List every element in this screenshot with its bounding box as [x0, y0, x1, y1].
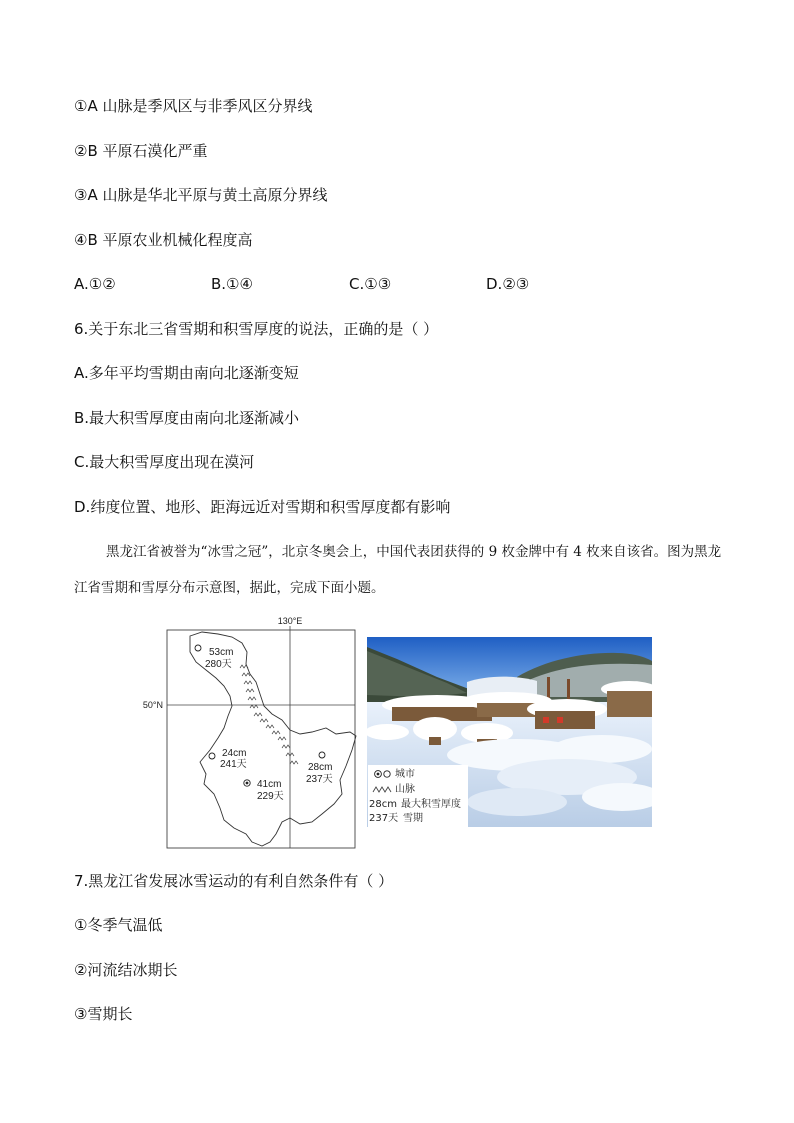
q7-stem: 7.黑龙江省发展冰雪运动的有利自然条件有（ ）	[74, 872, 394, 890]
city-marker-dot	[246, 782, 249, 785]
station-depth: 41cm	[257, 779, 282, 790]
legend-mountain-symbol-icon	[372, 784, 392, 798]
q6-option-c: C.最大积雪厚度出现在漠河	[74, 453, 255, 471]
map-legend	[368, 765, 468, 827]
q6-option-a: A.多年平均雪期由南向北逐渐变短	[74, 364, 299, 382]
station-depth: 28cm	[308, 762, 333, 773]
legend-mountain-label: 山脉	[395, 784, 415, 795]
q6-stem: 6.关于东北三省雪期和积雪厚度的说法，正确的是（ ）	[74, 320, 439, 338]
lon-label: 130°E	[277, 616, 303, 626]
legend-depth-sample: 28cm	[369, 799, 397, 810]
city-marker	[209, 753, 215, 759]
q6-option-d: D.纬度位置、地形、距海远近对雪期和积雪厚度都有影响	[74, 498, 451, 516]
q5-option-b: B.①④	[211, 275, 253, 293]
q7-statement-1: ①冬季气温低	[74, 916, 163, 934]
q5-option-d: D.②③	[486, 275, 530, 293]
q6-option-b: B.最大积雪厚度由南向北逐渐减小	[74, 409, 300, 427]
city-marker	[195, 645, 201, 651]
legend-days-label: 雪期	[403, 813, 423, 824]
legend-days-sample: 237天	[369, 813, 399, 824]
lat-label: 50°N	[142, 700, 163, 710]
station-days: 229天	[257, 791, 284, 802]
reading-passage-text: 黑龙江省被誉为“冰雪之冠”，北京冬奥会上，中国代表团获得的 9 枚金牌中有 4 枚来自该省。图为黑龙江省雪期和雪厚分布示意图，据此，完成下面小题。	[74, 544, 722, 596]
q5-option-a: A.①②	[74, 275, 116, 293]
legend-city-symbol-icon	[372, 768, 394, 784]
station-depth: 53cm	[209, 647, 234, 658]
statement-3: ③A 山脉是华北平原与黄土高原分界线	[74, 186, 328, 204]
statement-1: ①A 山脉是季风区与非季风区分界线	[74, 97, 313, 115]
q5-option-c: C.①③	[349, 275, 392, 293]
station-depth: 24cm	[222, 748, 247, 759]
station-days: 237天	[306, 774, 333, 785]
station-days: 241天	[220, 759, 247, 770]
map-frame	[167, 630, 355, 848]
statement-2: ②B 平原石漠化严重	[74, 142, 208, 160]
statement-4: ④B 平原农业机械化程度高	[74, 231, 253, 249]
reading-passage	[74, 534, 734, 606]
q7-statement-2: ②河流结冰期长	[74, 961, 178, 979]
legend-city-label: 城市	[395, 769, 415, 780]
city-marker	[319, 752, 325, 758]
station-days: 280天	[205, 659, 232, 670]
q7-statement-3: ③雪期长	[74, 1005, 133, 1023]
legend-depth-label: 最大积雪厚度	[401, 799, 461, 810]
heilongjiang-snow-map	[130, 610, 370, 850]
